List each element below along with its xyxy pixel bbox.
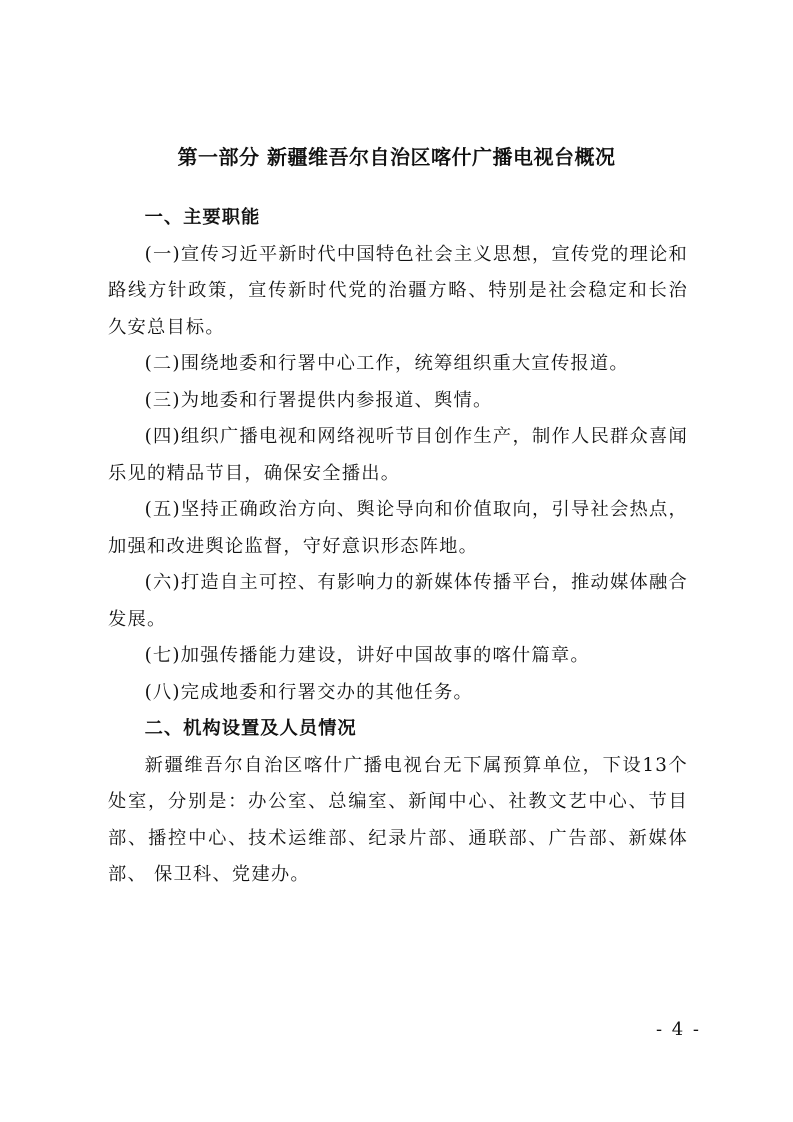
document-body [108, 200, 688, 894]
organization-paragraph: 新疆维吾尔自治区喀什广播电视台无下属预算单位，下设13个处室，分别是：办公室、总编室、新闻中心、社教文艺中心、节目部、播控中心、技术运维部、纪录片部、通联部、广告部、新媒体部、 保卫科、党建办。 [108, 754, 688, 885]
function-item-3: (三)为地委和行署提供内参报道、舆情。 [144, 389, 493, 411]
function-item-4: (四)组织广播电视和网络视听节目创作生产，制作人民群众喜闻乐见的精品节目，确保安全播出。 [108, 426, 688, 484]
section-heading-organization: 二、机构设置及人员情况 [144, 718, 357, 739]
section-heading-main-functions: 一、主要职能 [144, 207, 261, 228]
function-item-8: (八)完成地委和行署交办的其他任务。 [144, 681, 473, 703]
function-item-6: (六)打造自主可控、有影响力的新媒体传播平台，推动媒体融合发展。 [108, 572, 688, 630]
function-item-1: (一)宣传习近平新时代中国特色社会主义思想，宣传党的理论和路线方针政策，宣传新时代党的治疆方略、特别是社会稳定和长治久安总目标。 [108, 243, 688, 338]
page-number: - 4 - [655, 1019, 701, 1040]
function-item-2: (二)围绕地委和行署中心工作，统筹组织重大宣传报道。 [144, 353, 629, 374]
function-item-5: (五)坚持正确政治方向、舆论导向和价值取向，引导社会热点，加强和改进舆论监督，守好意识形态阵地。 [108, 499, 688, 557]
function-item-7: (七)加强传播能力建设，讲好中国故事的喀什篇章。 [144, 645, 590, 666]
page-title: 第一部分 新疆维吾尔自治区喀什广播电视台概况 [177, 145, 616, 169]
